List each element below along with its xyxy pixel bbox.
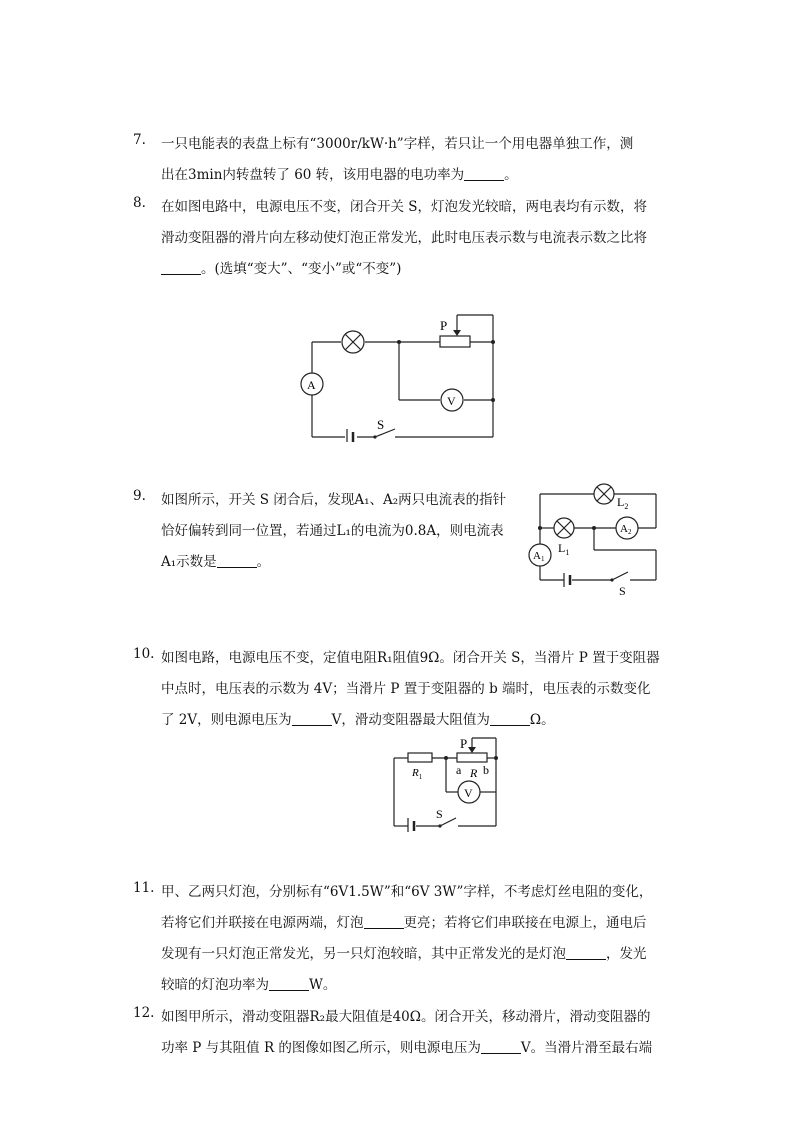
- resistor-r1-label: [411, 767, 423, 781]
- lamp-l2-label: [617, 495, 628, 511]
- text-span: 。: [504, 167, 518, 183]
- answer-blank[interactable]: [464, 168, 504, 181]
- answer-blank[interactable]: [292, 713, 332, 726]
- label-sub: 1: [540, 555, 545, 563]
- answer-blank[interactable]: [566, 947, 606, 960]
- question-text-line: 中点时，电压表的示数为 4V；当滑片 P 置于变阻器的 b 端时，电压表的示数变化: [161, 681, 651, 697]
- switch-label: S: [436, 807, 443, 821]
- question-number: 12.: [133, 1005, 155, 1021]
- slider-label: P: [460, 736, 468, 751]
- text-span: 功率 P 与其阻值 R 的图像如图乙所示，则电源电压为: [161, 1040, 481, 1056]
- label-main: L: [617, 495, 625, 509]
- question-text-line: 如图甲所示，滑动变阻器R₂最大阻值是40Ω。闭合开关，移动滑片，滑动变阻器的: [161, 1009, 651, 1025]
- label-sub: 1: [418, 773, 423, 781]
- question-text-line: [161, 942, 647, 962]
- text-span: 。: [256, 554, 271, 570]
- text-span: V。当滑片滑至最右端: [520, 1040, 653, 1056]
- text-span: 了 2V，则电源电压为: [161, 712, 292, 728]
- question-text-line: [161, 708, 555, 728]
- text-span: A₁示数是: [161, 554, 217, 570]
- text-span: V，滑动变阻器最大阻值为: [331, 712, 490, 728]
- text-span: 出在3min内转盘转了 60 转，该用电器的电功率为: [161, 167, 465, 183]
- label-sub: 2: [624, 502, 629, 511]
- question-text-line: 一只电能表的表盘上标有“3000r/kW·h”字样，若只让一个用电器单独工作，测: [161, 136, 634, 152]
- label-main: A: [620, 523, 628, 535]
- rheostat-end-a-label: a: [456, 763, 462, 777]
- lamp-l1-label: [558, 541, 569, 557]
- question-text-line: 如图所示，开关 S 闭合后，发现A₁、A₂两只电流表的指针: [161, 492, 507, 508]
- answer-blank[interactable]: [481, 1041, 521, 1054]
- ammeter-a1-label: [533, 550, 545, 563]
- text-span: 更亮；若将它们串联接在电源上，通电后: [403, 915, 647, 931]
- rheostat-label: R: [470, 766, 478, 780]
- question-number: 10.: [133, 646, 155, 662]
- text-span: W。: [309, 977, 337, 993]
- text-span: 。(选填“变大”、“变小”或“不变”): [201, 261, 402, 277]
- question-text-line: [161, 163, 518, 183]
- answer-blank[interactable]: [269, 978, 309, 991]
- switch-label: S: [377, 417, 385, 432]
- answer-blank[interactable]: [490, 713, 530, 726]
- question-text-line: 在如图电路中，电源电压不变，闭合开关 S，灯泡发光较暗，两电表均有示数，将: [161, 199, 648, 215]
- text-span: Ω。: [529, 712, 555, 728]
- answer-blank[interactable]: [161, 262, 201, 275]
- question-text-line: 滑动变阻器的滑片向左移动使灯泡正常发光，此时电压表示数与电流表示数之比将: [161, 230, 647, 246]
- question-text-line: 甲、乙两只灯泡，分别标有“6V1.5W”和“6V 3W”字样，不考虑灯丝电阻的变化，: [161, 884, 653, 900]
- slider-label: P: [440, 318, 448, 333]
- label-main: L: [558, 541, 566, 555]
- circuit-diagram-q9: [524, 482, 664, 600]
- voltmeter-label: V: [464, 786, 473, 800]
- label-main: R: [412, 767, 419, 779]
- answer-blank[interactable]: [217, 555, 257, 568]
- label-sub: 1: [565, 548, 570, 557]
- switch-label: S: [619, 584, 626, 598]
- circuit-diagram-q10: [388, 732, 503, 832]
- ammeter-label: A: [307, 378, 316, 392]
- question-number: 7.: [133, 132, 146, 148]
- text-span: 较暗的灯泡功率为: [161, 977, 269, 993]
- question-text-line: [161, 550, 270, 570]
- label-main: A: [533, 550, 541, 562]
- question-number: 8.: [133, 195, 146, 211]
- question-number: 11.: [133, 880, 155, 896]
- rheostat-end-b-label: b: [483, 763, 489, 777]
- question-text-line: [161, 1036, 652, 1056]
- text-span: ，发光: [606, 946, 647, 962]
- text-span: 发现有一只灯泡正常发光，另一只灯泡较暗，其中正常发光的是灯泡: [161, 946, 566, 962]
- question-text-line: [161, 257, 401, 277]
- text-span: 若将它们并联接在电源两端，灯泡: [161, 915, 364, 931]
- voltmeter-label: V: [447, 394, 456, 408]
- question-text-line: 恰好偏转到同一位置，若通过L₁的电流为0.8A，则电流表: [161, 523, 504, 539]
- label-sub: 2: [627, 528, 632, 536]
- answer-blank[interactable]: [364, 916, 404, 929]
- circuit-diagram-q8: [295, 312, 505, 442]
- question-text-line: 如图电路，电源电压不变，定值电阻R₁阻值9Ω。闭合开关 S，当滑片 P 置于变阻器: [161, 650, 660, 666]
- question-text-line: [161, 973, 336, 993]
- question-number: 9.: [133, 488, 146, 504]
- question-text-line: [161, 911, 647, 931]
- ammeter-a2-label: [620, 523, 632, 536]
